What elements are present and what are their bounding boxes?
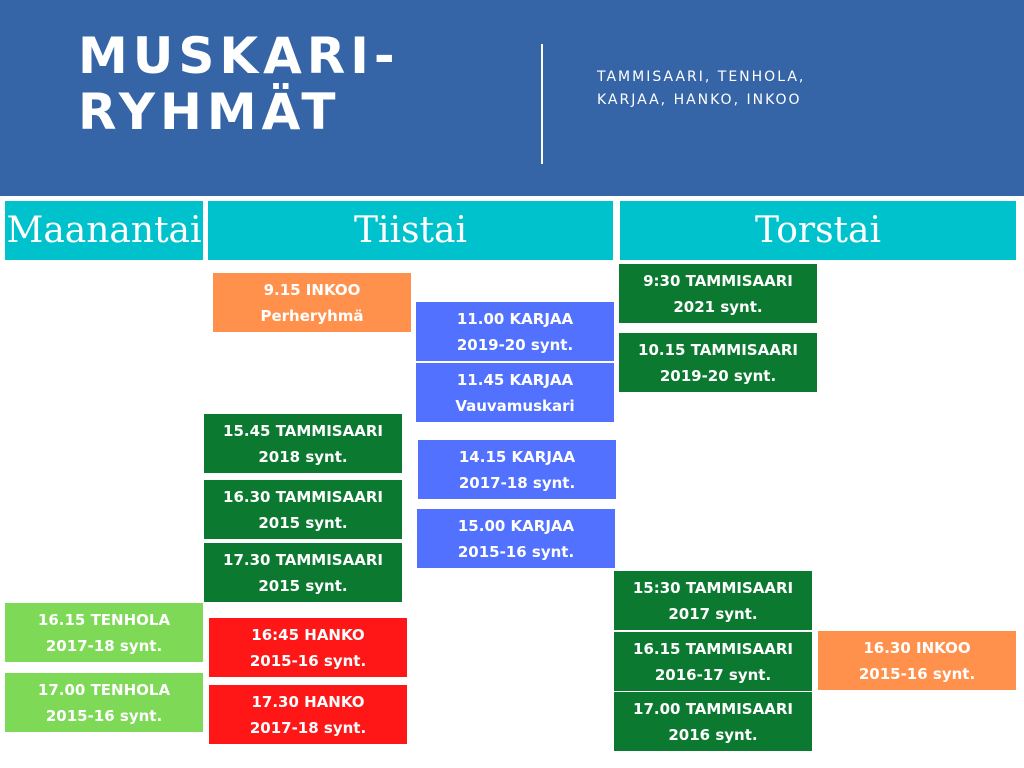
slot-tammisaari-1015 [619, 333, 817, 392]
slot-group: 2017-18 synt. [45, 636, 163, 655]
subtitle-line-2: KARJAA, HANKO, INKOO [597, 92, 802, 108]
slot-karjaa-1100 [416, 302, 614, 361]
slot-group: 2016 synt. [668, 725, 758, 744]
day-header-tuesday: Tiistai [208, 201, 613, 260]
slot-group: 2015 synt. [258, 513, 348, 532]
slot-group: 2019-20 synt. [659, 366, 777, 385]
slot-group: 2017-18 synt. [458, 473, 576, 492]
slot-time-location: 16.15 TAMMISAARI [633, 639, 793, 658]
slot-inkoo-1630 [818, 631, 1016, 690]
slot-time-location: 11.45 KARJAA [456, 370, 574, 389]
slot-tenhola-1700 [5, 673, 203, 732]
slot-tammisaari-1700 [614, 692, 812, 751]
slot-hanko-1730 [209, 685, 407, 744]
slot-tammisaari-0930 [619, 264, 817, 323]
slot-group: 2015-16 synt. [858, 664, 976, 683]
slot-time-location: 14.15 KARJAA [458, 447, 576, 466]
slot-tammisaari-1530 [614, 571, 812, 630]
slot-group: 2017-18 synt. [249, 718, 367, 737]
slot-karjaa-1145 [416, 363, 614, 422]
slot-tammisaari-1615 [614, 632, 812, 691]
slot-tenhola-1615 [5, 603, 203, 662]
subtitle-line-1: TAMMISAARI, TENHOLA, [597, 69, 806, 85]
page-title [78, 28, 518, 140]
slot-time-location: 16.15 TENHOLA [37, 610, 171, 629]
slot-time-location: 15:30 TAMMISAARI [632, 578, 794, 597]
slot-group: 2017 synt. [668, 604, 758, 623]
slot-group: 2018 synt. [258, 447, 348, 466]
slot-group: 2015-16 synt. [249, 651, 367, 670]
slot-group: Vauvamuskari [455, 396, 575, 415]
slot-group: Perheryhmä [260, 306, 364, 325]
slot-group: 2015-16 synt. [457, 542, 575, 561]
slot-tammisaari-1730 [204, 543, 402, 602]
locations-subtitle [597, 66, 897, 112]
slot-time-location: 17.30 HANKO [251, 692, 365, 711]
title-line-2: RYHMÄT [78, 83, 341, 141]
title-line-1: MUSKARI- [78, 27, 400, 85]
slot-time-location: 16.30 TAMMISAARI [223, 487, 383, 506]
slot-time-location: 9.15 INKOO [263, 280, 361, 299]
slot-group: 2015 synt. [258, 576, 348, 595]
day-header-thursday: Torstai [620, 201, 1016, 260]
slot-time-location: 9:30 TAMMISAARI [643, 271, 793, 290]
slot-karjaa-1500 [417, 509, 615, 568]
slot-time-location: 16:45 HANKO [251, 625, 365, 644]
slot-time-location: 11.00 KARJAA [456, 309, 574, 328]
slot-tammisaari-1630 [204, 480, 402, 539]
slot-time-location: 17.00 TENHOLA [37, 680, 171, 699]
slot-time-location: 16.30 INKOO [863, 638, 971, 657]
slot-group: 2016-17 synt. [654, 665, 772, 684]
slot-time-location: 15.45 TAMMISAARI [223, 421, 383, 440]
slot-hanko-1645 [209, 618, 407, 677]
slot-tammisaari-1545 [204, 414, 402, 473]
slot-time-location: 10.15 TAMMISAARI [638, 340, 798, 359]
day-header-monday: Maanantai [5, 201, 203, 260]
slot-time-location: 17.30 TAMMISAARI [223, 550, 383, 569]
slot-group: 2019-20 synt. [456, 335, 574, 354]
slot-inkoo-0915 [213, 273, 411, 332]
slot-time-location: 17.00 TAMMISAARI [633, 699, 793, 718]
header-divider [541, 44, 543, 164]
slot-group: 2021 synt. [673, 297, 763, 316]
header-banner [0, 0, 1024, 196]
slot-group: 2015-16 synt. [45, 706, 163, 725]
slot-time-location: 15.00 KARJAA [457, 516, 575, 535]
slot-karjaa-1415 [418, 440, 616, 499]
